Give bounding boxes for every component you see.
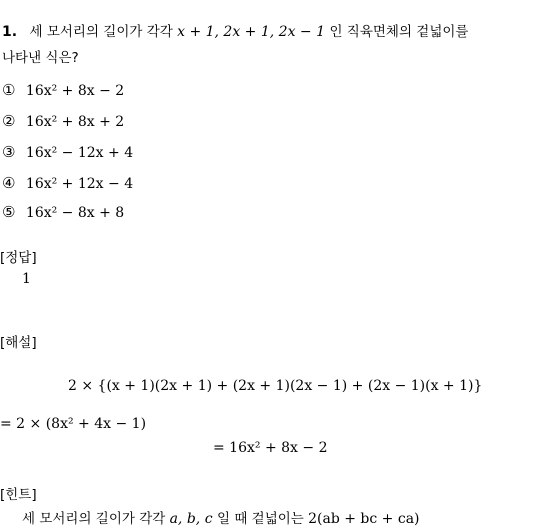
choice-expr: 16x² + 8x − 2 (25, 83, 125, 99)
choice-expr: 16x² + 12x − 4 (25, 176, 134, 192)
answer-value: 1 (22, 271, 31, 287)
hint-text-part1: 세 모서리의 길이가 각각 (22, 511, 170, 527)
solution-line-3: = 16x² + 8x − 2 (213, 440, 328, 456)
choice-expr: 16x² + 8x + 2 (25, 114, 125, 130)
question-number: 1. (2, 24, 18, 40)
question-dims: x + 1, 2x + 1, 2x − 1 (177, 24, 326, 40)
choice-marker: ② (2, 112, 16, 130)
hint-label: [힌트] (0, 487, 37, 503)
hint-line (22, 507, 420, 527)
hint-text-part2: 일 때 겉넓이는 (216, 511, 309, 527)
solution-line-2: = 2 × (8x² + 4x − 1) (0, 416, 147, 432)
solution-line-1: 2 × {(x + 1)(2x + 1) + (2x + 1)(2x − 1) + (2x − 1)(x + 1)} (68, 378, 483, 394)
question-text-part1: 세 모서리의 길이가 각각 (29, 24, 178, 40)
choice-4[interactable] (2, 174, 133, 192)
answer-label: [정답] (0, 250, 37, 266)
choice-marker: ③ (2, 143, 16, 161)
choice-5[interactable] (2, 203, 124, 221)
question-line-2: 나타낸 식은? (2, 50, 79, 66)
question-text-part2: 인 직육면체의 겉넓이를 (329, 24, 469, 40)
solution-label: [해설] (0, 335, 37, 351)
hint-vars: a, b, c (169, 511, 213, 527)
choice-2[interactable] (2, 112, 124, 130)
choice-marker: ⑤ (2, 203, 16, 221)
choice-marker: ① (2, 81, 16, 99)
choice-1[interactable] (2, 81, 124, 99)
question-line-1 (2, 20, 468, 40)
choice-3[interactable] (2, 143, 133, 161)
hint-formula: 2(ab + bc + ca) (308, 511, 420, 527)
choice-marker: ④ (2, 174, 16, 192)
choice-expr: 16x² − 12x + 4 (25, 145, 134, 161)
choice-expr: 16x² − 8x + 8 (25, 205, 125, 221)
